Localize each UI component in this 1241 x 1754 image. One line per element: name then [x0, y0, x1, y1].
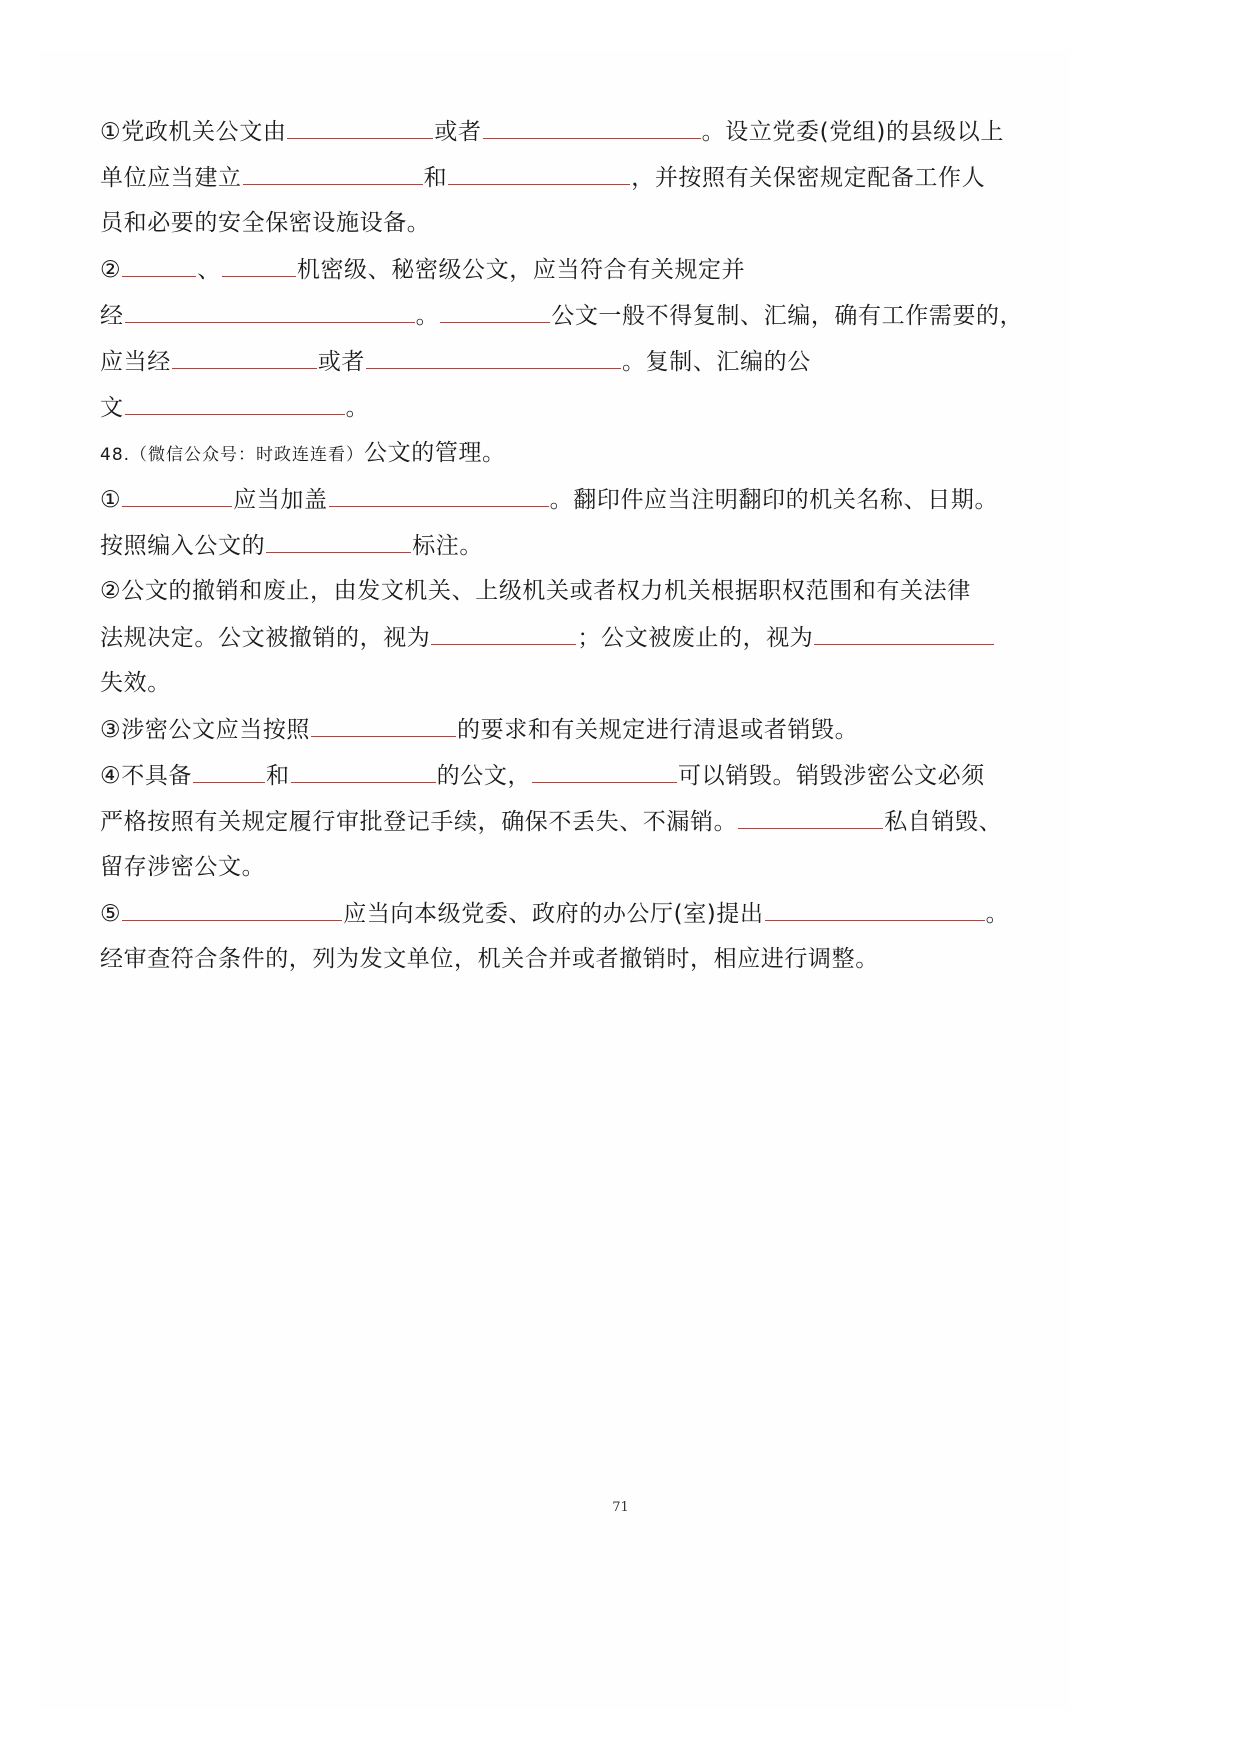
line-text: 机密级、秘密级公文，应当符合有关规定并 [296, 257, 746, 283]
fill-in-line [100, 522, 1040, 568]
fill-in-line [100, 568, 1040, 614]
answer-blank [483, 108, 701, 139]
line-text: 员和必要的安全保密设施设备。 [100, 210, 431, 236]
answer-blank [448, 154, 630, 185]
document-body [100, 108, 1040, 982]
line-text: ① [100, 487, 122, 513]
line-text: 按照编入公文的 [100, 533, 266, 559]
fill-in-line [100, 384, 1040, 430]
fill-in-line [100, 706, 1040, 752]
line-text: 的公文， [436, 763, 532, 789]
line-text: ①党政机关公文由 [100, 119, 287, 145]
answer-blank [243, 154, 423, 185]
line-text: ⑤ [100, 901, 122, 927]
answer-blank [287, 108, 433, 139]
answer-blank [193, 752, 265, 783]
answer-blank [532, 752, 677, 783]
line-text: 文 [100, 395, 124, 421]
line-text: 严格按照有关规定履行审批登记手续，确保不丢失、不漏销。 [100, 809, 738, 835]
answer-blank [311, 706, 456, 737]
line-text: 单位应当建立 [100, 165, 242, 191]
line-text: 或者 [317, 349, 366, 375]
line-text: 。复制、汇编的公 [622, 349, 811, 375]
line-text: 。 [415, 303, 440, 329]
answer-blank [266, 522, 411, 553]
line-text: ②公文的撤销和废止，由发文机关、上级机关或者权力机关根据职权范围和有关法律 [100, 578, 971, 604]
answer-blank [122, 476, 232, 507]
fill-in-line [100, 108, 1040, 154]
line-text: 法规决定。公文被撤销的，视为 [100, 625, 431, 651]
fill-in-line [100, 660, 1040, 706]
answer-blank [431, 614, 576, 645]
line-text: 的要求和有关规定进行清退或者销毁。 [457, 717, 859, 743]
fill-in-line [100, 154, 1040, 200]
line-text: 、 [197, 257, 221, 283]
fill-in-line [100, 338, 1040, 384]
fill-in-line [100, 844, 1040, 890]
fill-in-line [100, 246, 1040, 292]
line-text: 。 [345, 395, 370, 421]
fill-in-line [100, 798, 1040, 844]
line-text: ，并按照有关保密规定配备工作人 [631, 165, 986, 191]
line-text: 。设立党委(党组)的县级以上 [701, 119, 1004, 145]
answer-blank [222, 246, 296, 277]
line-text: 公文的管理。 [364, 440, 506, 466]
line-text: 应当经 [100, 349, 171, 375]
line-text: 。 [985, 901, 1010, 927]
line-text: 和 [423, 165, 448, 191]
line-text: 应当向本级党委、政府的办公厅(室)提出 [343, 901, 764, 927]
section-heading [100, 430, 1040, 476]
answer-blank [440, 292, 550, 323]
answer-blank [122, 890, 342, 921]
answer-blank [329, 476, 549, 507]
fill-in-line [100, 200, 1040, 246]
fill-in-line [100, 752, 1040, 798]
line-text: ② [100, 257, 122, 283]
line-text: 经 [100, 303, 124, 329]
line-text: 标注。 [412, 533, 484, 559]
line-text: 公文一般不得复制、汇编，确有工作需要的， [551, 303, 1024, 329]
line-text: 。翻印件应当注明翻印的机关名称、日期。 [549, 487, 999, 513]
page-number: 71 [612, 1500, 629, 1515]
line-text: 留存涉密公文。 [100, 854, 266, 880]
fill-in-line [100, 614, 1040, 660]
answer-blank [366, 338, 621, 369]
fill-in-line [100, 476, 1040, 522]
line-text: 和 [266, 763, 290, 789]
line-text: 可以销毁。销毁涉密公文必须 [678, 763, 985, 789]
line-text: ；公文被废止的，视为 [577, 625, 814, 651]
answer-blank [738, 798, 883, 829]
fill-in-line [100, 292, 1040, 338]
line-text: 应当加盖 [233, 487, 328, 513]
answer-blank [814, 614, 994, 645]
answer-blank [125, 292, 415, 323]
line-text: 48.（微信公众号：时政连连看） [100, 445, 365, 465]
line-text: ④不具备 [100, 763, 193, 789]
answer-blank [765, 890, 985, 921]
answer-blank [125, 384, 345, 415]
fill-in-line [100, 890, 1040, 936]
line-text: ③涉密公文应当按照 [100, 717, 311, 743]
line-text: 或者 [434, 119, 482, 145]
answer-blank [172, 338, 317, 369]
line-text: 经审查符合条件的，列为发文单位，机关合并或者撤销时，相应进行调整。 [100, 946, 879, 972]
line-text: 失效。 [100, 670, 171, 696]
line-text: 私自销毁、 [884, 809, 1003, 835]
fill-in-line [100, 936, 1040, 982]
answer-blank [291, 752, 436, 783]
answer-blank [122, 246, 196, 277]
